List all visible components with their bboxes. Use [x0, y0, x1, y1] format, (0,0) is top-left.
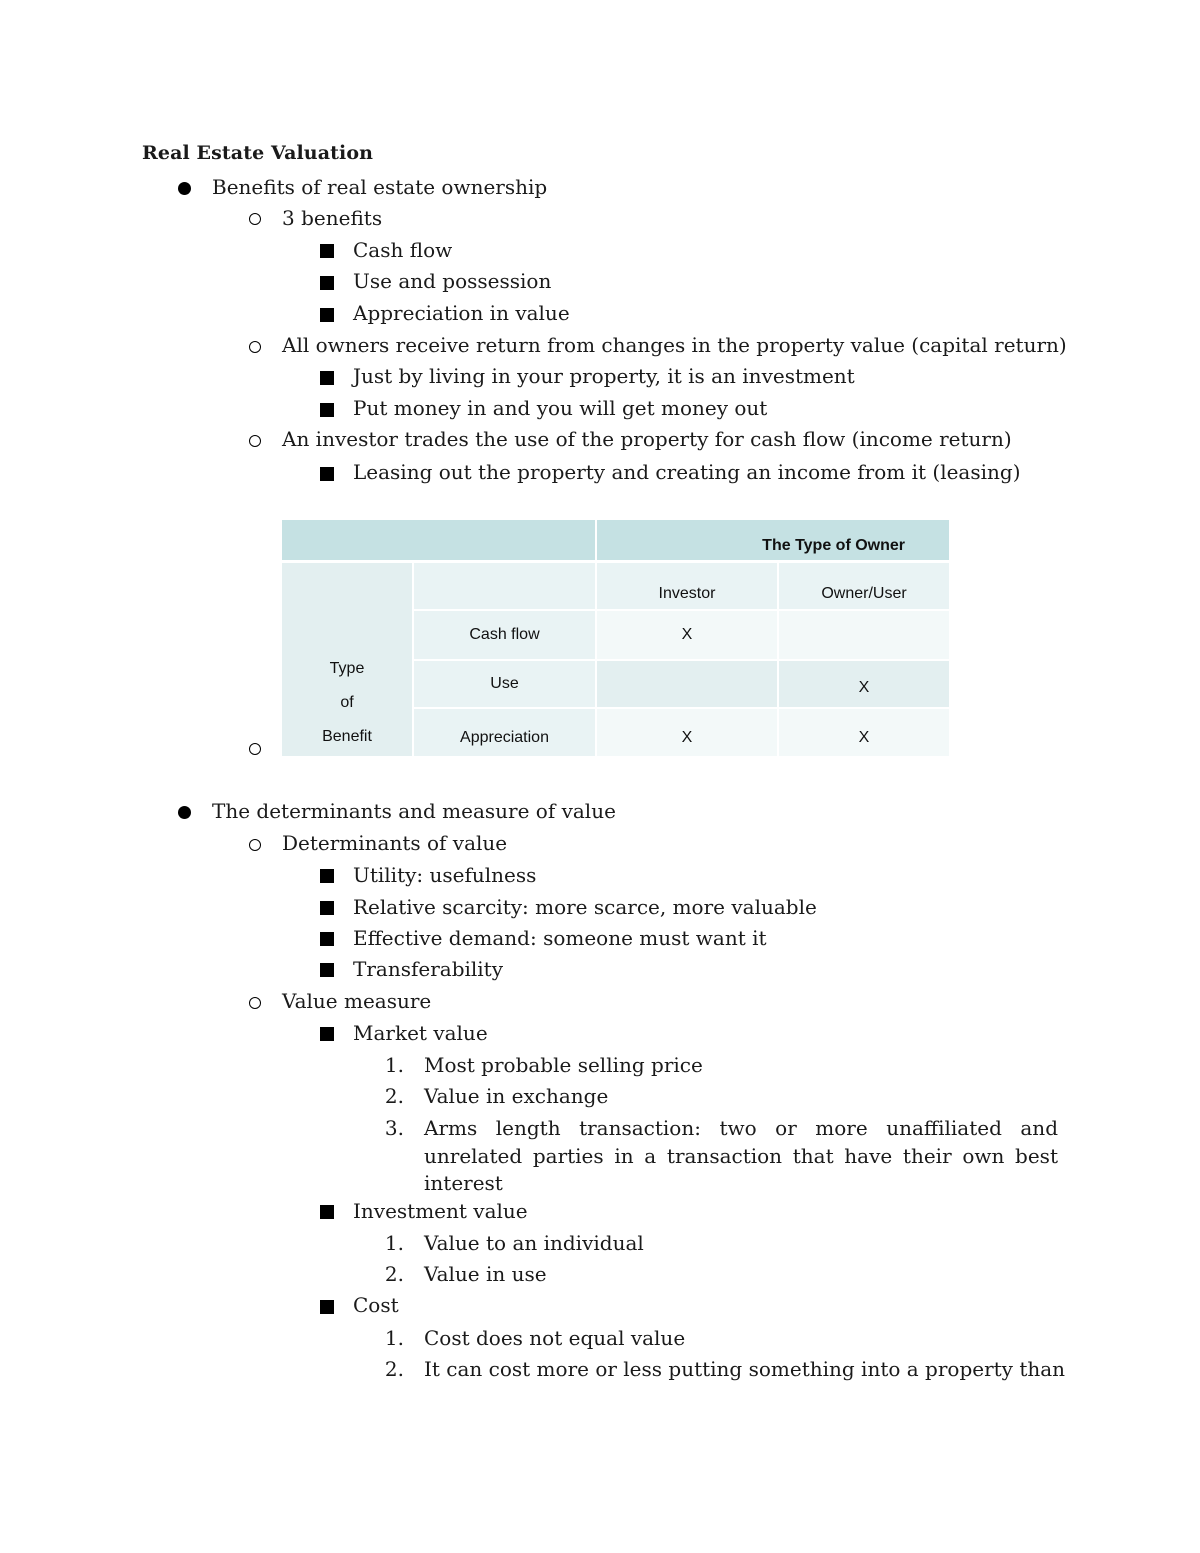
- bullet-square-icon: [320, 932, 334, 946]
- table-cell-mark: X: [597, 709, 777, 756]
- bullet-dot-icon: [178, 182, 191, 195]
- list-item: Investment value: [353, 1199, 528, 1223]
- bullet-square-icon: [320, 1027, 334, 1041]
- list-number: 2.: [384, 1084, 404, 1108]
- bullet-square-icon: [320, 1205, 334, 1219]
- sub-heading: Determinants of value: [282, 831, 508, 855]
- list-item: Use and possession: [353, 269, 552, 293]
- bullet-dot-icon: [178, 806, 191, 819]
- bullet-square-icon: [320, 371, 334, 385]
- sub-heading: 3 benefits: [282, 206, 383, 230]
- list-number: 3.: [384, 1116, 404, 1140]
- bullet-square-icon: [320, 276, 334, 290]
- numbered-item: Value in use: [424, 1262, 547, 1286]
- list-item: Relative scarcity: more scarce, more valuable: [353, 895, 817, 919]
- list-item: Put money in and you will get money out: [353, 396, 768, 420]
- row-group-label-line: of: [340, 694, 354, 711]
- bullet-square-icon: [320, 308, 334, 322]
- table-cell-blank: [414, 563, 595, 609]
- row-label-use: Use: [414, 661, 595, 707]
- list-item: Cash flow: [353, 238, 453, 262]
- numbered-item: It can cost more or less putting something into a property than: [424, 1357, 1066, 1381]
- bullet-circle-icon: [249, 341, 261, 353]
- bullet-square-icon: [320, 901, 334, 915]
- row-group-label-line: Type: [329, 660, 365, 677]
- owner-benefit-table: [282, 520, 949, 756]
- bullet-square-icon: [320, 963, 334, 977]
- section-heading: Benefits of real estate ownership: [212, 175, 548, 199]
- list-number: 1.: [384, 1231, 404, 1255]
- column-header-owner-user: Owner/User: [779, 563, 949, 609]
- table-cell-mark: X: [779, 709, 949, 756]
- numbered-item: Arms length transaction: two or more unaffiliated and unrelated parties in a transaction that have their own best interest: [424, 1116, 1058, 1195]
- column-header-investor: Investor: [597, 563, 777, 609]
- list-number: 2.: [384, 1357, 404, 1381]
- bullet-circle-icon: [249, 743, 261, 755]
- numbered-item: Cost does not equal value: [424, 1326, 686, 1350]
- bullet-circle-icon: [249, 213, 261, 225]
- bullet-circle-icon: [249, 839, 261, 851]
- table-cell-mark: X: [597, 611, 777, 659]
- table-cell-mark: [779, 611, 949, 659]
- sub-heading: Value measure: [282, 989, 432, 1013]
- bullet-circle-icon: [249, 997, 261, 1009]
- list-item: Effective demand: someone must want it: [353, 926, 767, 950]
- numbered-item: Most probable selling price: [424, 1053, 703, 1077]
- row-group-label-line: Benefit: [322, 728, 372, 745]
- row-label-appreciation: Appreciation: [414, 709, 595, 756]
- list-item: Cost: [353, 1293, 399, 1317]
- bullet-square-icon: [320, 1300, 334, 1314]
- bullet-square-icon: [320, 869, 334, 883]
- list-number: 1.: [384, 1053, 404, 1077]
- list-item: Transferability: [353, 957, 504, 981]
- table-cell-mark: X: [779, 661, 949, 707]
- list-item: Appreciation in value: [353, 301, 570, 325]
- sub-heading: All owners receive return from changes in the property value (capital return): [282, 333, 1067, 357]
- section-heading: The determinants and measure of value: [212, 799, 616, 823]
- list-item: Leasing out the property and creating an income from it (leasing): [353, 460, 1021, 484]
- bullet-square-icon: [320, 244, 334, 258]
- row-group-label: [282, 563, 412, 756]
- table-header-blank: [282, 520, 595, 560]
- table-header-owner-type: The Type of Owner: [597, 520, 949, 560]
- numbered-item: Value in exchange: [424, 1084, 609, 1108]
- bullet-square-icon: [320, 403, 334, 417]
- numbered-item: Value to an individual: [424, 1231, 644, 1255]
- list-item: Just by living in your property, it is an investment: [353, 364, 855, 388]
- bullet-square-icon: [320, 467, 334, 481]
- sub-heading: An investor trades the use of the property for cash flow (income return): [282, 427, 1012, 451]
- document-title: Real Estate Valuation: [142, 142, 373, 164]
- list-number: 1.: [384, 1326, 404, 1350]
- list-item: Utility: usefulness: [353, 863, 537, 887]
- bullet-circle-icon: [249, 435, 261, 447]
- table-cell-mark: [597, 661, 777, 707]
- list-number: 2.: [384, 1262, 404, 1286]
- list-item: Market value: [353, 1021, 488, 1045]
- row-label-cash-flow: Cash flow: [414, 611, 595, 659]
